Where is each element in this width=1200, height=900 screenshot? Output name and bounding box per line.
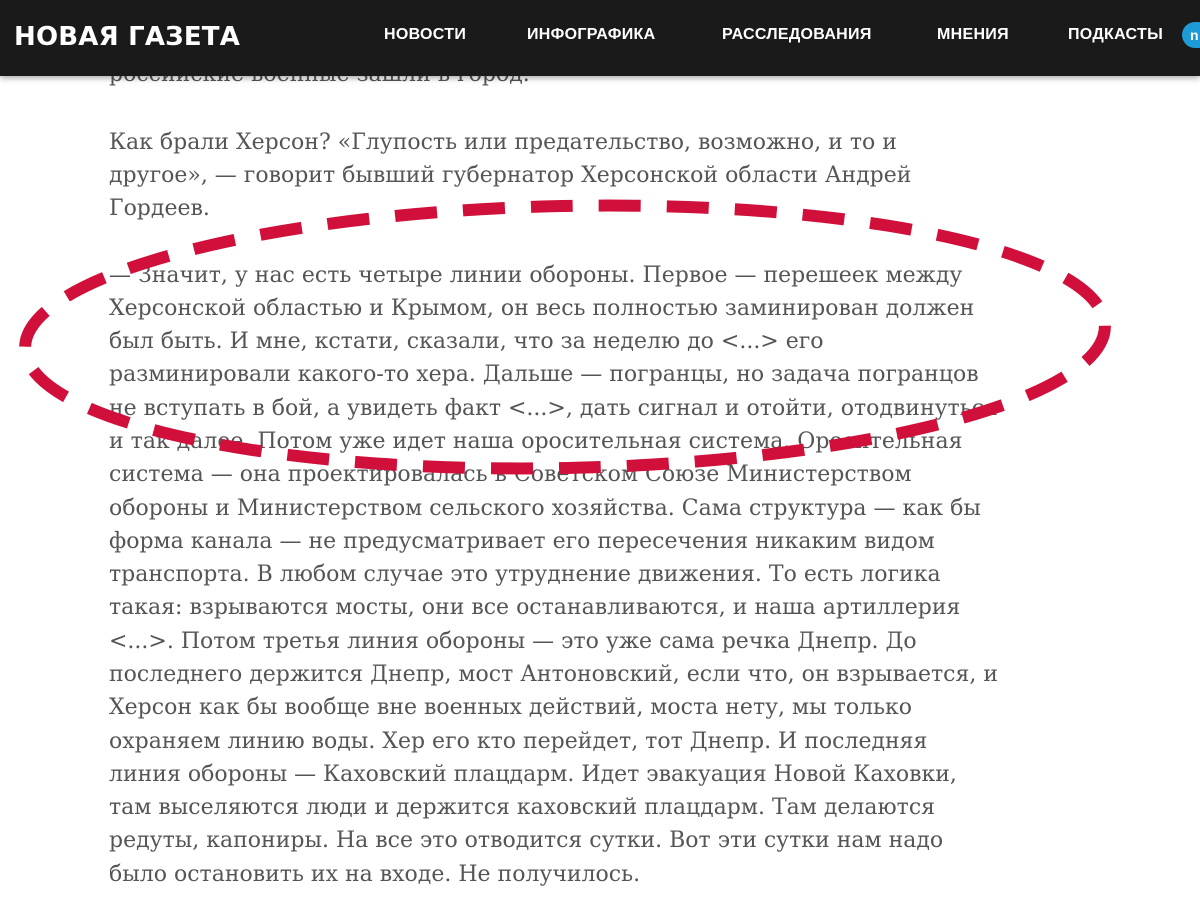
article-line: и так далее. Потом уже идет наша оросительная система. Оросительная bbox=[109, 429, 963, 454]
article-line: было остановить их на входе. Не получилось. bbox=[109, 862, 641, 887]
article-line: — Значит, у нас есть четыре линии обороны. Первое — перешеек между bbox=[109, 263, 963, 288]
article-line: Как брали Херсон? «Глупость или предательство, возможно, и то и bbox=[109, 130, 897, 155]
article-line: форма канала — не предусматривает его пересечения никаким видом bbox=[109, 529, 935, 554]
nav-item-news[interactable]: НОВОСТИ bbox=[384, 26, 467, 43]
article-line: Гордеев. bbox=[109, 196, 210, 221]
article-line: Херсонской областью и Крымом, он весь полностью заминирован должен bbox=[109, 296, 975, 321]
article-line: редуты, капониры. На все это отводится сутки. Вот эти сутки нам надо bbox=[109, 828, 944, 853]
nav-item-podcasts[interactable]: ПОДКАСТЫ bbox=[1068, 26, 1164, 43]
article-line: Херсон как бы вообще вне военных действий, моста нету, мы только bbox=[109, 695, 913, 720]
nav-item-infographics[interactable]: ИНФОГРАФИКА bbox=[527, 26, 656, 43]
article-line: последнего держится Днепр, мост Антоновский, если что, он взрывается, и bbox=[109, 662, 999, 687]
nav-item-investigations[interactable]: РАССЛЕДОВАНИЯ bbox=[722, 26, 872, 43]
nav-overflow-badge[interactable]: n bbox=[1182, 22, 1200, 48]
article-line: разминировали какого-то хера. Дальше — погранцы, но задача погранцов bbox=[109, 362, 979, 387]
article-line: был быть. И мне, кстати, сказали, что за неделю до <...> его bbox=[109, 329, 824, 354]
article-line: охраняем линию воды. Хер его кто перейдет, тот Днепр. И последняя bbox=[109, 729, 928, 754]
nav-item-opinions[interactable]: МНЕНИЯ bbox=[937, 26, 1009, 43]
article-line: <...>. Потом третья линия обороны — это уже сама речка Днепр. До bbox=[109, 629, 917, 654]
article-line: там выселяются люди и держится каховский плацдарм. Там делаются bbox=[109, 795, 936, 820]
article-line: транспорта. В любом случае это утруднение движения. То есть логика bbox=[109, 562, 941, 587]
article-line: система — она проектировалась в Советском Союзе Министерством bbox=[109, 462, 912, 487]
article-line: обороны и Министерством сельского хозяйства. Сама структура — как бы bbox=[109, 496, 981, 521]
article-line: линия обороны — Каховский плацдарм. Идет эвакуация Новой Каховки, bbox=[109, 762, 957, 787]
site-logo[interactable]: НОВАЯ ГАЗЕТА bbox=[14, 22, 241, 52]
article-line: другое», — говорит бывший губернатор Херсонской области Андрей bbox=[109, 163, 912, 188]
article-line: не вступать в бой, а увидеть факт <...>, дать сигнал и отойти, отодвинуться bbox=[109, 396, 998, 421]
article-line: такая: взрываются мосты, они все останавливаются, и наша артиллерия bbox=[109, 595, 961, 620]
site-header bbox=[0, 0, 1200, 76]
